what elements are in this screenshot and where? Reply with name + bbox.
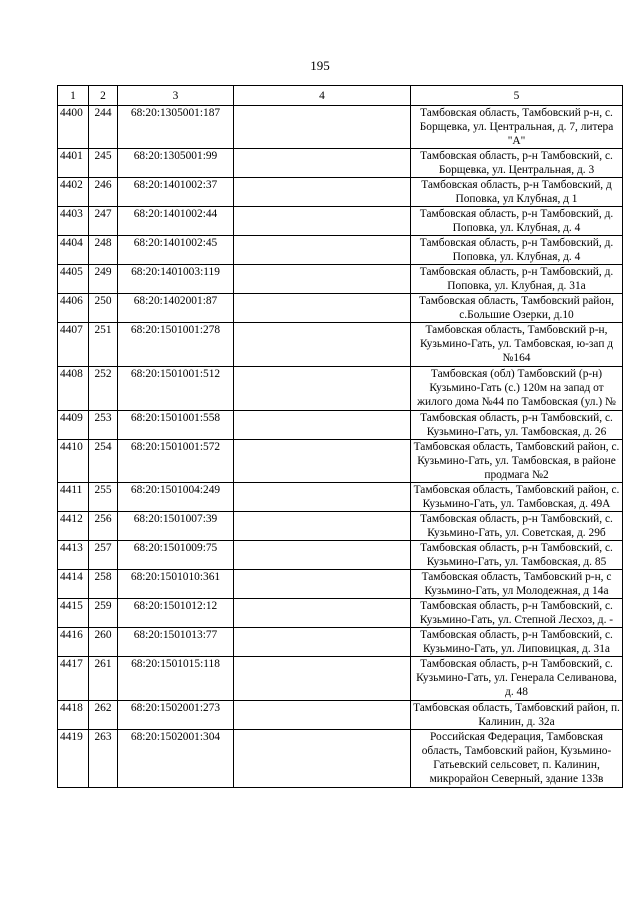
cadastral-number-cell: 68:20:1501009:75 [118,541,234,570]
address-cell: Тамбовская область, р-н Тамбовский, с. Кузьмино-Гать, ул. Генерала Селиванова, д. 48 [411,657,623,701]
column-4-cell [234,367,411,411]
cadastral-number-cell: 68:20:1501001:572 [118,440,234,483]
address-cell: Тамбовская область, Тамбовский р-н, с. Борщевка, ул. Центральная, д. 7, литера "А" [411,106,623,149]
sub-number-cell: 257 [89,541,118,570]
table-row [58,512,623,541]
cadastral-number-cell: 68:20:1501004:249 [118,483,234,512]
column-4-cell [234,440,411,483]
sub-number-cell: 250 [89,294,118,323]
column-4-cell [234,265,411,294]
table-row [58,570,623,599]
column-4-cell [234,323,411,367]
sub-number-cell: 249 [89,265,118,294]
sub-number-cell: 254 [89,440,118,483]
table-row [58,599,623,628]
row-number-cell: 4405 [58,265,89,294]
table-row [58,541,623,570]
column-4-cell [234,512,411,541]
row-number-cell: 4419 [58,730,89,788]
row-number-cell: 4402 [58,178,89,207]
sub-number-cell: 245 [89,149,118,178]
sub-number-cell: 253 [89,411,118,440]
column-4-cell [234,599,411,628]
address-cell: Тамбовская область, Тамбовский р-н, Кузьмино-Гать, ул. Тамбовская, ю-зап д №164 [411,323,623,367]
address-cell: Тамбовская область, р-н Тамбовский, д. Поповка, ул. Клубная, д. 31а [411,265,623,294]
column-4-cell [234,236,411,265]
address-cell: Тамбовская область, р-н Тамбовский, с. Кузьмино-Гать, ул. Советская, д. 29б [411,512,623,541]
table-row [58,294,623,323]
cadastral-number-cell: 68:20:1305001:99 [118,149,234,178]
row-number-cell: 4410 [58,440,89,483]
table-row [58,701,623,730]
column-4-cell [234,207,411,236]
table-row [58,483,623,512]
row-number-cell: 4401 [58,149,89,178]
table-row [58,323,623,367]
column-4-cell [234,483,411,512]
cadastral-number-cell: 68:20:1402001:87 [118,294,234,323]
row-number-cell: 4407 [58,323,89,367]
cadastral-number-cell: 68:20:1502001:304 [118,730,234,788]
sub-number-cell: 262 [89,701,118,730]
column-4-cell [234,541,411,570]
address-cell: Тамбовская область, Тамбовский район, с.Большие Озерки, д.10 [411,294,623,323]
address-cell: Тамбовская область, Тамбовский р-н, с Кузьмино-Гать, ул Молодежная, д 14а [411,570,623,599]
address-cell: Тамбовская область, Тамбовский район, с. Кузьмино-Гать, ул. Тамбовская, в районе продмага №2 [411,440,623,483]
column-4-cell [234,657,411,701]
page-number: 195 [310,58,330,73]
sub-number-cell: 263 [89,730,118,788]
sub-number-cell: 247 [89,207,118,236]
column-4-cell [234,106,411,149]
address-cell: Тамбовская область, р-н Тамбовский, д. Поповка, ул. Клубная, д. 4 [411,207,623,236]
cadastral-number-cell: 68:20:1501013:77 [118,628,234,657]
sub-number-cell: 261 [89,657,118,701]
address-cell: Тамбовская область, р-н Тамбовский, с. Кузьмино-Гать, ул. Липовицкая, д. 31а [411,628,623,657]
cadastral-number-cell: 68:20:1401003:119 [118,265,234,294]
table-row [58,730,623,788]
sub-number-cell: 256 [89,512,118,541]
address-cell: Тамбовская (обл) Тамбовский (р-н) Кузьмино-Гать (с.) 120м на запад от жилого дома №44 по Тамбовская (ул.) № [411,367,623,411]
row-number-cell: 4409 [58,411,89,440]
column-header: 1 [58,86,89,106]
sub-number-cell: 259 [89,599,118,628]
column-4-cell [234,411,411,440]
address-cell: Тамбовская область, Тамбовский район, п. Калинин, д. 32а [411,701,623,730]
address-cell: Тамбовская область, р-н Тамбовский, с. Кузьмино-Гать, ул. Тамбовская, д. 26 [411,411,623,440]
address-cell: Российская Федерация, Тамбовская область, Тамбовский район, Кузьмино-Гатьевский сельсовет, п. Калинин, микрорайон Северный, здание 133в [411,730,623,788]
sub-number-cell: 248 [89,236,118,265]
column-4-cell [234,628,411,657]
row-number-cell: 4400 [58,106,89,149]
cadastral-number-cell: 68:20:1501007:39 [118,512,234,541]
address-cell: Тамбовская область, р-н Тамбовский, д. Поповка, ул. Клубная, д. 4 [411,236,623,265]
row-number-cell: 4406 [58,294,89,323]
sub-number-cell: 244 [89,106,118,149]
sub-number-cell: 246 [89,178,118,207]
address-cell: Тамбовская область, р-н Тамбовский, с. Борщевка, ул. Центральная, д. 3 [411,149,623,178]
column-header: 5 [411,86,623,106]
table-header-row [58,86,623,106]
row-number-cell: 4404 [58,236,89,265]
cadastral-number-cell: 68:20:1401002:44 [118,207,234,236]
table-row [58,207,623,236]
column-4-cell [234,730,411,788]
table-row [58,628,623,657]
table-row [58,236,623,265]
row-number-cell: 4417 [58,657,89,701]
cadastral-number-cell: 68:20:1501001:512 [118,367,234,411]
sub-number-cell: 255 [89,483,118,512]
table-row [58,440,623,483]
row-number-cell: 4413 [58,541,89,570]
address-cell: Тамбовская область, р-н Тамбовский, д Поповка, ул Клубная, д 1 [411,178,623,207]
table-row [58,657,623,701]
cadastral-number-cell: 68:20:1305001:187 [118,106,234,149]
cadastral-number-cell: 68:20:1501015:118 [118,657,234,701]
table-row [58,265,623,294]
cadastral-number-cell: 68:20:1501001:558 [118,411,234,440]
column-4-cell [234,294,411,323]
address-cell: Тамбовская область, Тамбовский район, с. Кузьмино-Гать, ул. Тамбовская, д. 49А [411,483,623,512]
table-row [58,149,623,178]
row-number-cell: 4418 [58,701,89,730]
cadastral-number-cell: 68:20:1501012:12 [118,599,234,628]
sub-number-cell: 260 [89,628,118,657]
column-4-cell [234,570,411,599]
cadastral-number-cell: 68:20:1501001:278 [118,323,234,367]
cadastral-number-cell: 68:20:1501010:361 [118,570,234,599]
column-header: 4 [234,86,411,106]
column-4-cell [234,701,411,730]
column-header: 2 [89,86,118,106]
cadastral-number-cell: 68:20:1401002:37 [118,178,234,207]
row-number-cell: 4416 [58,628,89,657]
table-row [58,367,623,411]
row-number-cell: 4408 [58,367,89,411]
column-header: 3 [118,86,234,106]
sub-number-cell: 252 [89,367,118,411]
row-number-cell: 4414 [58,570,89,599]
table-row [58,178,623,207]
address-cell: Тамбовская область, р-н Тамбовский, с. Кузьмино-Гать, ул. Степной Лесхоз, д. - [411,599,623,628]
row-number-cell: 4415 [58,599,89,628]
row-number-cell: 4412 [58,512,89,541]
column-4-cell [234,178,411,207]
column-4-cell [234,149,411,178]
sub-number-cell: 251 [89,323,118,367]
property-registry-table [57,85,623,788]
address-cell: Тамбовская область, р-н Тамбовский, с. Кузьмино-Гать, ул. Тамбовская, д. 85 [411,541,623,570]
table-row [58,411,623,440]
row-number-cell: 4403 [58,207,89,236]
sub-number-cell: 258 [89,570,118,599]
table-row [58,106,623,149]
cadastral-number-cell: 68:20:1502001:273 [118,701,234,730]
cadastral-number-cell: 68:20:1401002:45 [118,236,234,265]
row-number-cell: 4411 [58,483,89,512]
